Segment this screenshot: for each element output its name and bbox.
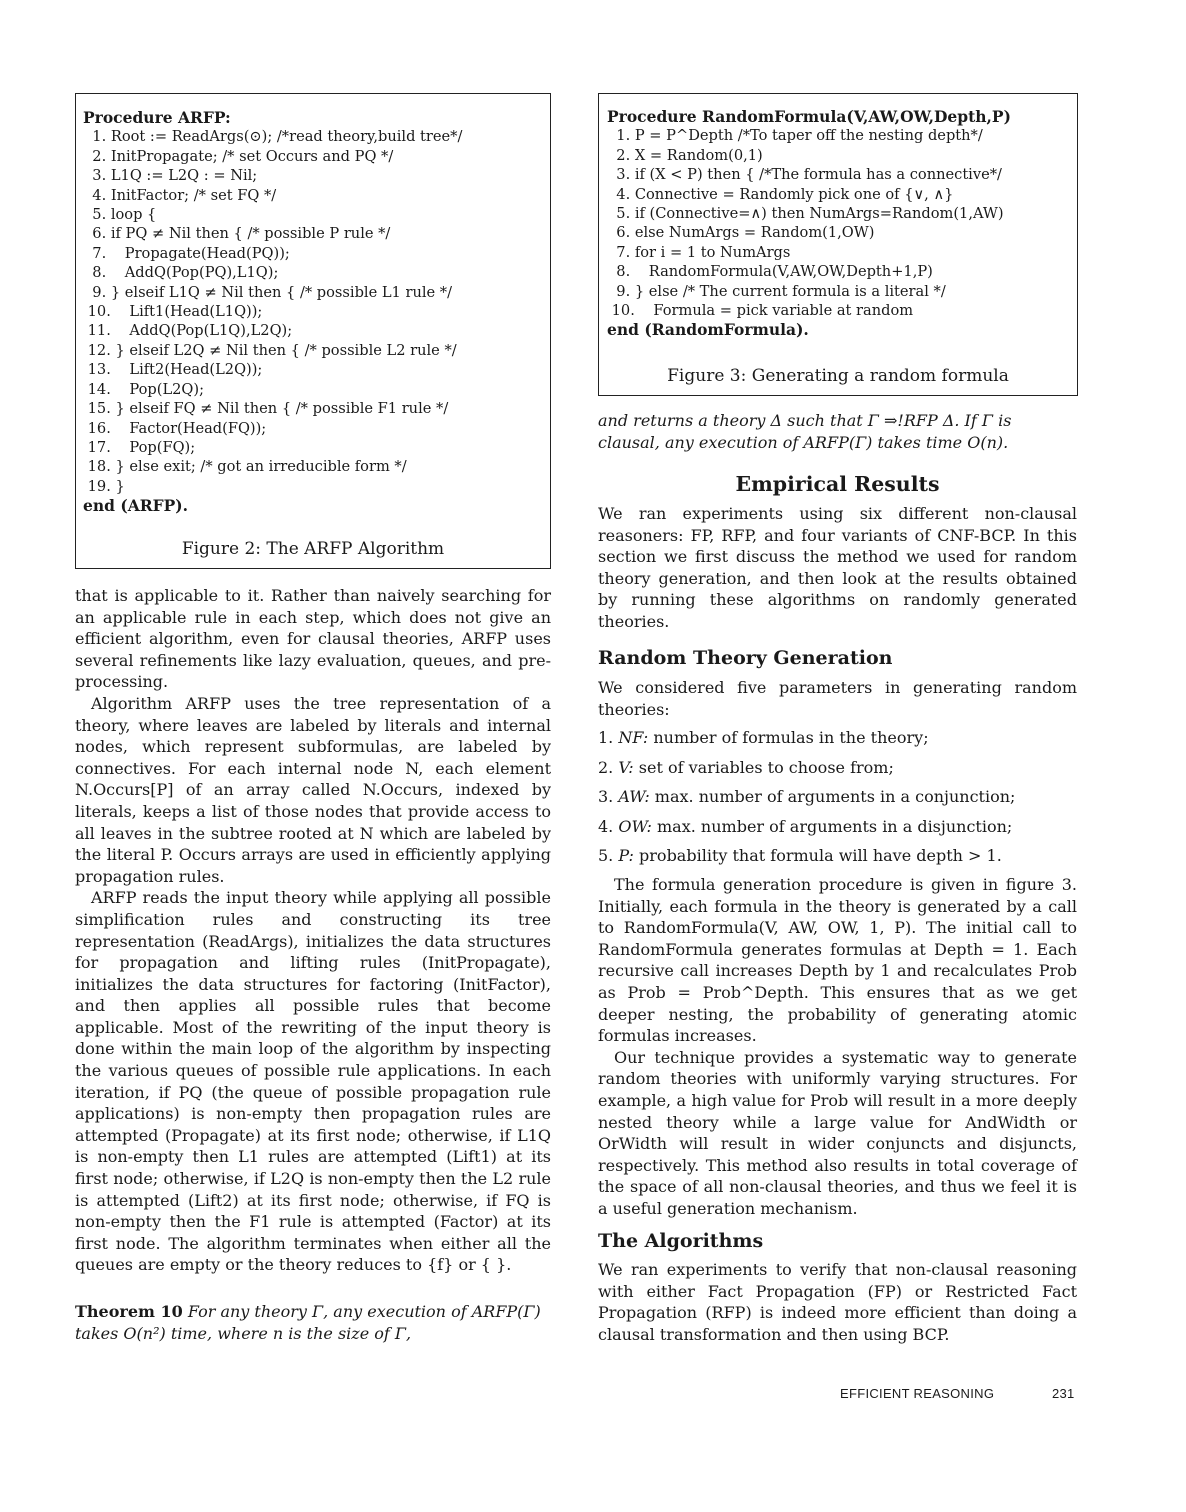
paragraph-generation — [598, 874, 1077, 1220]
figure-2-code-line: 10. Lift1(Head(L1Q)); — [83, 303, 263, 321]
figure-3-code-line: 9. } else /* The current formula is a literal */ — [607, 282, 946, 300]
figure-2-code-line: 3. L1Q := L2Q : = Nil; — [83, 167, 258, 185]
parameter-name: V: — [618, 757, 634, 777]
figure-3-code-line: 1. P = P^Depth /*To taper off the nesting depth*/ — [607, 127, 983, 145]
paragraph-arfp-reads: ARFP reads the input theory while applying all possible simplification rules and constructing its tree representation (ReadArgs), initializes the data structures for propagation and lifting rules (InitPropagate), initializes the data structures for factoring (InitFactor), and then applies all possible rules that become applicable. Most of the rewriting of the input theory is done within the main loop of the algorithm by inspecting the various queues of possible rule applications. In each iteration, if PQ (the queue of possible propagation rule applications) is non-empty then propagation rules are attempted (Propagate) at its first node; otherwise, if L1Q is non-empty then L1 rules are attempted (Lift1) at its first node; otherwise, if L2Q is non-empty then the L2 rule is attempted (Lift2) at its first node; otherwise, if FQ is non-empty then the F1 rule is attempted (Factor) at its first node. The algorithm terminates when either all the queues are empty or the theory reduces to {f} or { }. — [75, 888, 551, 1275]
parameter-item — [598, 758, 1015, 788]
figure-2-header: Procedure ARFP: — [83, 108, 231, 127]
figure-3-code-line: 4. Connective = Randomly pick one of {∨, ∧} — [607, 185, 954, 203]
theorem-10-continued — [598, 410, 1077, 454]
figure-2-box — [75, 93, 551, 569]
figure-3-code-line: 6. else NumArgs = Random(1,OW) — [607, 224, 875, 242]
figure-2-code-line: 17. Pop(FQ); — [83, 438, 196, 456]
figure-3-code-line: 3. if (X < P) then { /*The formula has a connective*/ — [607, 166, 1002, 184]
figure-2-code-line: 13. Lift2(Head(L2Q)); — [83, 361, 263, 379]
parameter-list — [598, 728, 1015, 876]
figure-2-code-line: 11. AddQ(Pop(L1Q),L2Q); — [83, 322, 293, 340]
figure-3-header: Procedure RandomFormula(V,AW,OW,Depth,P) — [607, 107, 1011, 126]
parameter-number: 1. — [598, 728, 619, 747]
theorem-label: Theorem 10 — [75, 1302, 183, 1321]
running-head: EFFICIENT REASONING — [840, 1386, 995, 1401]
parameter-name: OW: — [618, 816, 652, 836]
figure-2-code-line: 14. Pop(L2Q); — [83, 380, 205, 398]
paragraph-applicable: that is applicable to it. Rather than naively searching for an applicable rule in each step, which does not give an efficient algorithm, even for clausal theories, ARFP uses several refinements like lazy evaluation, queues, and pre-processing. — [75, 586, 551, 692]
figure-3-code-line: 7. for i = 1 to NumArgs — [607, 243, 791, 261]
theorem-continued-text: and returns a theory Δ such that Γ ⇒!RFP Δ. If Γ is clausal, any execution of ARFP(Γ) takes time O(n). — [598, 411, 1012, 452]
parameter-name: P: — [618, 846, 634, 865]
parameter-number: 4. — [598, 816, 619, 836]
left-column-text — [75, 585, 551, 1276]
figure-2-footer: end (ARFP). — [83, 496, 188, 516]
parameter-description: max. number of arguments in a disjunction; — [651, 816, 1013, 836]
figure-3-code-line: 10. Formula = pick variable at random — [607, 302, 914, 320]
paragraph-generation-2: Our technique provides a systematic way to generate random theories with uniformly varying structures. For example, a high value for Prob will result in a more deeply nested theory while a large value for AndWidth or OrWidth will result in wider conjuncts and disjuncts, respectively. This method also results in total coverage of the space of all non-clausal theories, and thus we feel it is a useful generation mechanism. — [598, 1047, 1077, 1218]
figure-3-code-line: 2. X = Random(0,1) — [607, 146, 763, 164]
parameter-name: NF: — [618, 728, 649, 747]
figure-3-code — [607, 126, 1077, 320]
theorem-10 — [75, 1301, 551, 1345]
figure-2-code-line: 19. } — [83, 477, 125, 495]
parameter-item — [598, 787, 1015, 817]
parameter-name: AW: — [618, 787, 650, 806]
figure-2-code-line: 8. AddQ(Pop(PQ),L1Q); — [83, 264, 279, 282]
parameter-number: 5. — [598, 846, 619, 865]
figure-2-code-line: 4. InitFactor; /* set FQ */ — [83, 186, 277, 204]
heading-the-algorithms: The Algorithms — [598, 1230, 764, 1252]
paragraph-algorithms: We ran experiments to verify that non-clausal reasoning with either Fact Propagation (FP) or Restricted Fact Propagation (RFP) is indeed more efficient than doing a clausal transformation and then using BCP. — [598, 1260, 1077, 1344]
paragraph-generation-1: The formula generation procedure is given in figure 3. Initially, each formula in the theory is generated by a call to RandomFormula(V, AW, OW, 1, P). The initial call to RandomFormula generates formulas at Depth = 1. Each recursive call increases Depth by 1 and recalculates Prob as Prob = Prob^Depth. This ensures that as we get deeper nesting, the probability of generating atomic formulas increases. — [598, 875, 1077, 1046]
paragraph-empirical: We ran experiments using six different non-clausal reasoners: FP, RFP, and four variants of CNF-BCP. In this section we first discuss the method we used for random theory generation, and then look at the results obtained by running these algorithms on randomly generated theories. — [598, 504, 1077, 631]
parameter-item — [598, 817, 1015, 847]
figure-2-code-line: 9. } elseif L1Q ≠ Nil then { /* possible L1 rule */ — [83, 283, 453, 301]
figure-2-code-line: 16. Factor(Head(FQ)); — [83, 419, 267, 437]
figure-2-code-line: 18. } else exit; /* got an irreducible form */ — [83, 458, 407, 476]
theorem-text: For any theory Γ, any execution of ARFP(Γ) takes O(n²) time, where n is the size of Γ, — [75, 1302, 541, 1343]
figure-3-caption: Figure 3: Generating a random formula — [667, 366, 1009, 386]
figure-2-code-line: 7. Propagate(Head(PQ)); — [83, 244, 290, 262]
figure-2-caption: Figure 2: The ARFP Algorithm — [181, 539, 445, 559]
parameter-number: 3. — [598, 787, 619, 806]
page-number: 231 — [1052, 1386, 1075, 1401]
parameter-description: number of formulas in the theory; — [648, 728, 929, 747]
parameter-item — [598, 728, 1015, 758]
parameter-description: set of variables to choose from; — [633, 757, 894, 777]
heading-random-theory-generation: Random Theory Generation — [598, 647, 893, 669]
heading-empirical-results: Empirical Results — [735, 472, 940, 496]
figure-3-box — [598, 93, 1078, 396]
parameter-number: 2. — [598, 757, 619, 777]
figure-2-code-line: 6. if PQ ≠ Nil then { /* possible P rule */ — [83, 225, 391, 243]
figure-2-code — [83, 127, 550, 496]
figure-3-footer: end (RandomFormula). — [607, 320, 809, 340]
parameter-description: max. number of arguments in a conjunction; — [649, 787, 1016, 806]
parameter-description: probability that formula will have depth > 1. — [633, 846, 1002, 865]
paragraph-random: We considered five parameters in generating random theories: — [598, 678, 1077, 719]
figure-3-code-line: 5. if (Connective=∧) then NumArgs=Random(1,AW) — [607, 205, 1004, 223]
figure-2-code-line: 1. Root := ReadArgs(⊙); /*read theory,build tree*/ — [83, 128, 463, 146]
figure-2-code-line: 5. loop { — [83, 206, 157, 224]
figure-2-code-line: 15. } elseif FQ ≠ Nil then { /* possible F1 rule */ — [83, 400, 449, 418]
figure-2-code-line: 2. InitPropagate; /* set Occurs and PQ */ — [83, 147, 394, 165]
figure-3-code-line: 8. RandomFormula(V,AW,OW,Depth+1,P) — [607, 263, 933, 281]
parameter-item — [598, 846, 1015, 876]
figure-2-code-line: 12. } elseif L2Q ≠ Nil then { /* possible L2 rule */ — [83, 341, 457, 359]
paragraph-tree-representation: Algorithm ARFP uses the tree representation of a theory, where leaves are labeled by literals and internal nodes, which represent subformulas, are labeled by connectives. For each internal node N, each element N.Occurs[P] of an array called N.Occurs, indexed by literals, keeps a list of those nodes that provide access to all leaves in the subtree rooted at N which are labeled by the literal P. Occurs arrays are used in efficiently applying propagation rules. — [75, 693, 551, 886]
